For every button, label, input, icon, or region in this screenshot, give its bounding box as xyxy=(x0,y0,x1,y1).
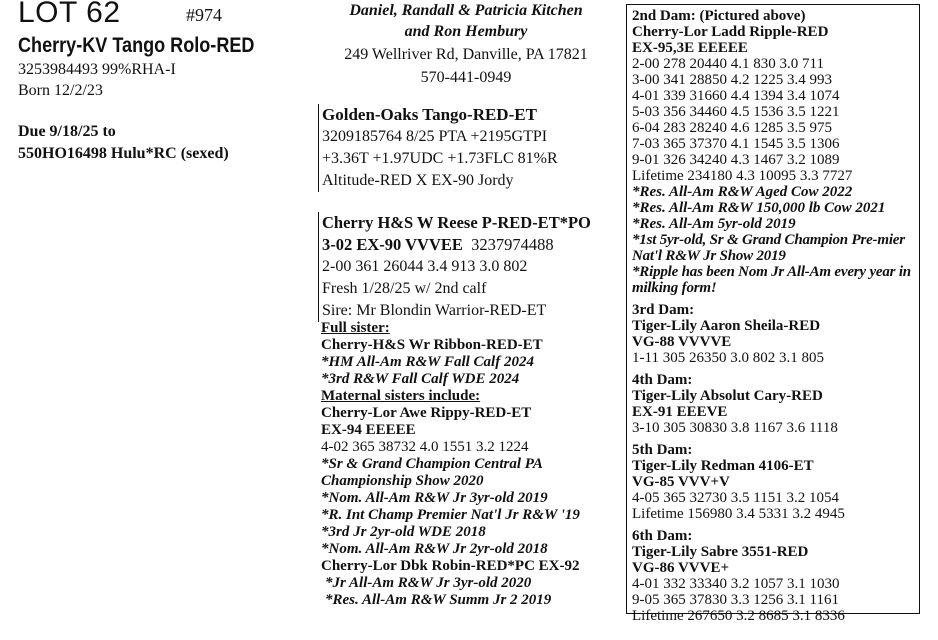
consignor-name-line1: Daniel, Randall & Patricia Kitchen xyxy=(349,2,583,19)
dam3-heading: 3rd Dam: xyxy=(632,302,695,318)
dam2-record: 3-00 341 28850 4.2 1225 3.4 993 xyxy=(632,72,832,88)
dam2-award: *Res. All-Am 5yr-old 2019 xyxy=(632,216,796,232)
dam-reg: 3237974488 xyxy=(471,235,554,254)
dam3-record: 1-11 305 26350 3.0 802 3.1 805 xyxy=(632,350,824,366)
consignor-name-line2: and Ron Hembury xyxy=(404,23,528,40)
maternal-sister-1-award: *Nom. All-Am R&W Jr 3yr-old 2019 xyxy=(321,490,548,506)
consignor-address: 249 Wellriver Rd, Danville, PA 17821 xyxy=(344,46,588,63)
dam2-record: 7-03 365 37370 4.1 1545 3.5 1306 xyxy=(632,136,840,152)
dam5-lifetime: Lifetime 156980 3.4 5331 3.2 4945 xyxy=(632,506,845,522)
dam6-name: Tiger-Lily Sabre 3551-RED xyxy=(632,544,809,560)
lot-catalog-number: #974 xyxy=(186,5,222,25)
dam-fresh: Fresh 1/28/25 w/ 2nd calf xyxy=(322,280,487,297)
maternal-sister-1-award: *Nom. All-Am R&W Jr 2yr-old 2018 xyxy=(321,541,548,557)
full-sister-heading: Full sister: xyxy=(321,320,390,336)
maternal-sister-2-name: Cherry-Lor Dbk Robin-RED*PC EX-92 xyxy=(321,558,580,574)
dam5-class: VG-85 VVV+V xyxy=(632,474,730,490)
dam4-record: 3-10 305 30830 3.8 1167 3.6 1118 xyxy=(632,420,838,436)
full-sister-name: Cherry-H&S Wr Ribbon-RED-ET xyxy=(321,337,543,353)
dam2-record: 4-01 339 31660 4.4 1394 3.4 1074 xyxy=(632,88,840,104)
sire-line3: +3.36T +1.97UDC +1.73FLC 81%R xyxy=(322,150,558,167)
dam2-award-long: *Ripple has been Nom Jr All-Am every year in milking form! xyxy=(632,264,911,296)
dam2-heading: 2nd Dam: (Pictured above) xyxy=(632,8,806,24)
dam2-record: 6-04 283 28240 4.6 1285 3.5 975 xyxy=(632,120,832,136)
due-date: Due 9/18/25 to xyxy=(18,123,116,140)
maternal-sister-1-name: Cherry-Lor Awe Rippy-RED-ET xyxy=(321,405,532,421)
dam6-record: 4-01 332 33340 3.2 1057 3.1 1030 xyxy=(632,576,840,592)
consignor-phone: 570-441-0949 xyxy=(420,69,512,86)
sire-line4: Altitude-RED X EX-90 Jordy xyxy=(322,172,514,189)
dam-record: 2-00 361 26044 3.4 913 3.0 802 xyxy=(322,258,528,275)
dam2-record: 2-00 278 20440 4.1 830 3.0 711 xyxy=(632,56,824,72)
consignor-block xyxy=(310,0,622,88)
full-sister-award: *HM All-Am R&W Fall Calf 2024 xyxy=(321,354,534,370)
pedigree-box xyxy=(626,4,920,624)
sire-name: Golden-Oaks Tango-RED-ET xyxy=(322,105,537,124)
dam6-class: VG-86 VVVE+ xyxy=(632,560,730,576)
registration-line: 3253984493 99%RHA-I xyxy=(18,61,176,78)
full-sister-award: *3rd R&W Fall Calf WDE 2024 xyxy=(321,371,520,387)
sire-line2: 3209185764 8/25 PTA +2195GTPI xyxy=(322,128,548,145)
born-date: Born 12/2/23 xyxy=(18,82,103,99)
maternal-sister-1-award: *3rd Jr 2yr-old WDE 2018 xyxy=(321,524,486,540)
dam6-record: 9-05 365 37830 3.3 1256 3.1 1161 xyxy=(632,592,839,608)
dam4-heading: 4th Dam: xyxy=(632,372,693,388)
dam6-lifetime: Lifetime 267650 3.2 8685 3.1 8336 xyxy=(632,608,845,624)
dam-class: 3-02 EX-90 VVVEE xyxy=(322,235,463,254)
dam3-name: Tiger-Lily Aaron Sheila-RED xyxy=(632,318,821,334)
maternal-sister-1-award: Championship Show 2020 xyxy=(321,473,484,489)
lot-title: LOT 62 xyxy=(18,0,121,29)
dam2-record: 5-03 356 34460 4.5 1536 3.5 1221 xyxy=(632,104,840,120)
animal-name: Cherry-KV Tango Rolo-RED xyxy=(18,34,255,57)
dam2-award: *Res. All-Am R&W Aged Cow 2022 xyxy=(632,184,853,200)
dam2-award: *Res. All-Am R&W 150,000 lb Cow 2021 xyxy=(632,200,886,216)
dam2-award-long: *1st 5yr-old, Sr & Grand Champion Pre-mier Nat'l R&W Jr Show 2019 xyxy=(632,232,905,264)
dam2-record: 9-01 326 34240 4.3 1467 3.2 1089 xyxy=(632,152,840,168)
dam2-lifetime: Lifetime 234180 4.3 10095 3.3 7727 xyxy=(632,168,853,184)
dam-block xyxy=(318,212,622,322)
dam2-name: Cherry-Lor Ladd Ripple-RED xyxy=(632,24,829,40)
dam3-class: VG-88 VVVVE xyxy=(632,334,732,350)
maternal-sisters-heading: Maternal sisters include: xyxy=(321,388,481,404)
dam4-class: EX-91 EEEVE xyxy=(632,404,728,420)
dam5-record: 4-05 365 32730 3.5 1151 3.2 1054 xyxy=(632,490,839,506)
maternal-sister-2-award: *Jr All-Am R&W Jr 3yr-old 2020 xyxy=(325,575,532,591)
sire-block xyxy=(318,104,622,192)
dam5-name: Tiger-Lily Redman 4106-ET xyxy=(632,458,814,474)
dam4-name: Tiger-Lily Absolut Cary-RED xyxy=(632,388,823,404)
maternal-sister-2-award: *Res. All-Am R&W Summ Jr 2 2019 xyxy=(325,592,552,608)
dam5-heading: 5th Dam: xyxy=(632,442,693,458)
dam-name: Cherry H&S W Reese P-RED-ET*PO xyxy=(322,213,591,232)
dam-class-line xyxy=(322,234,622,256)
maternal-sister-1-class: EX-94 EEEEE xyxy=(321,422,416,438)
sisters-block xyxy=(321,320,621,609)
dam-sire: Sire: Mr Blondin Warrior-RED-ET xyxy=(322,302,547,319)
service-sire: 550HO16498 Hulu*RC (sexed) xyxy=(18,145,229,162)
maternal-sister-1-award: *Sr & Grand Champion Central PA xyxy=(321,456,543,472)
maternal-sister-1-record: 4-02 365 38732 4.0 1551 3.2 1224 xyxy=(321,439,529,455)
maternal-sister-1-award: *R. Int Champ Premier Nat'l Jr R&W '19 xyxy=(321,507,580,523)
dam2-class: EX-95,3E EEEEE xyxy=(632,40,748,56)
dam6-heading: 6th Dam: xyxy=(632,528,693,544)
